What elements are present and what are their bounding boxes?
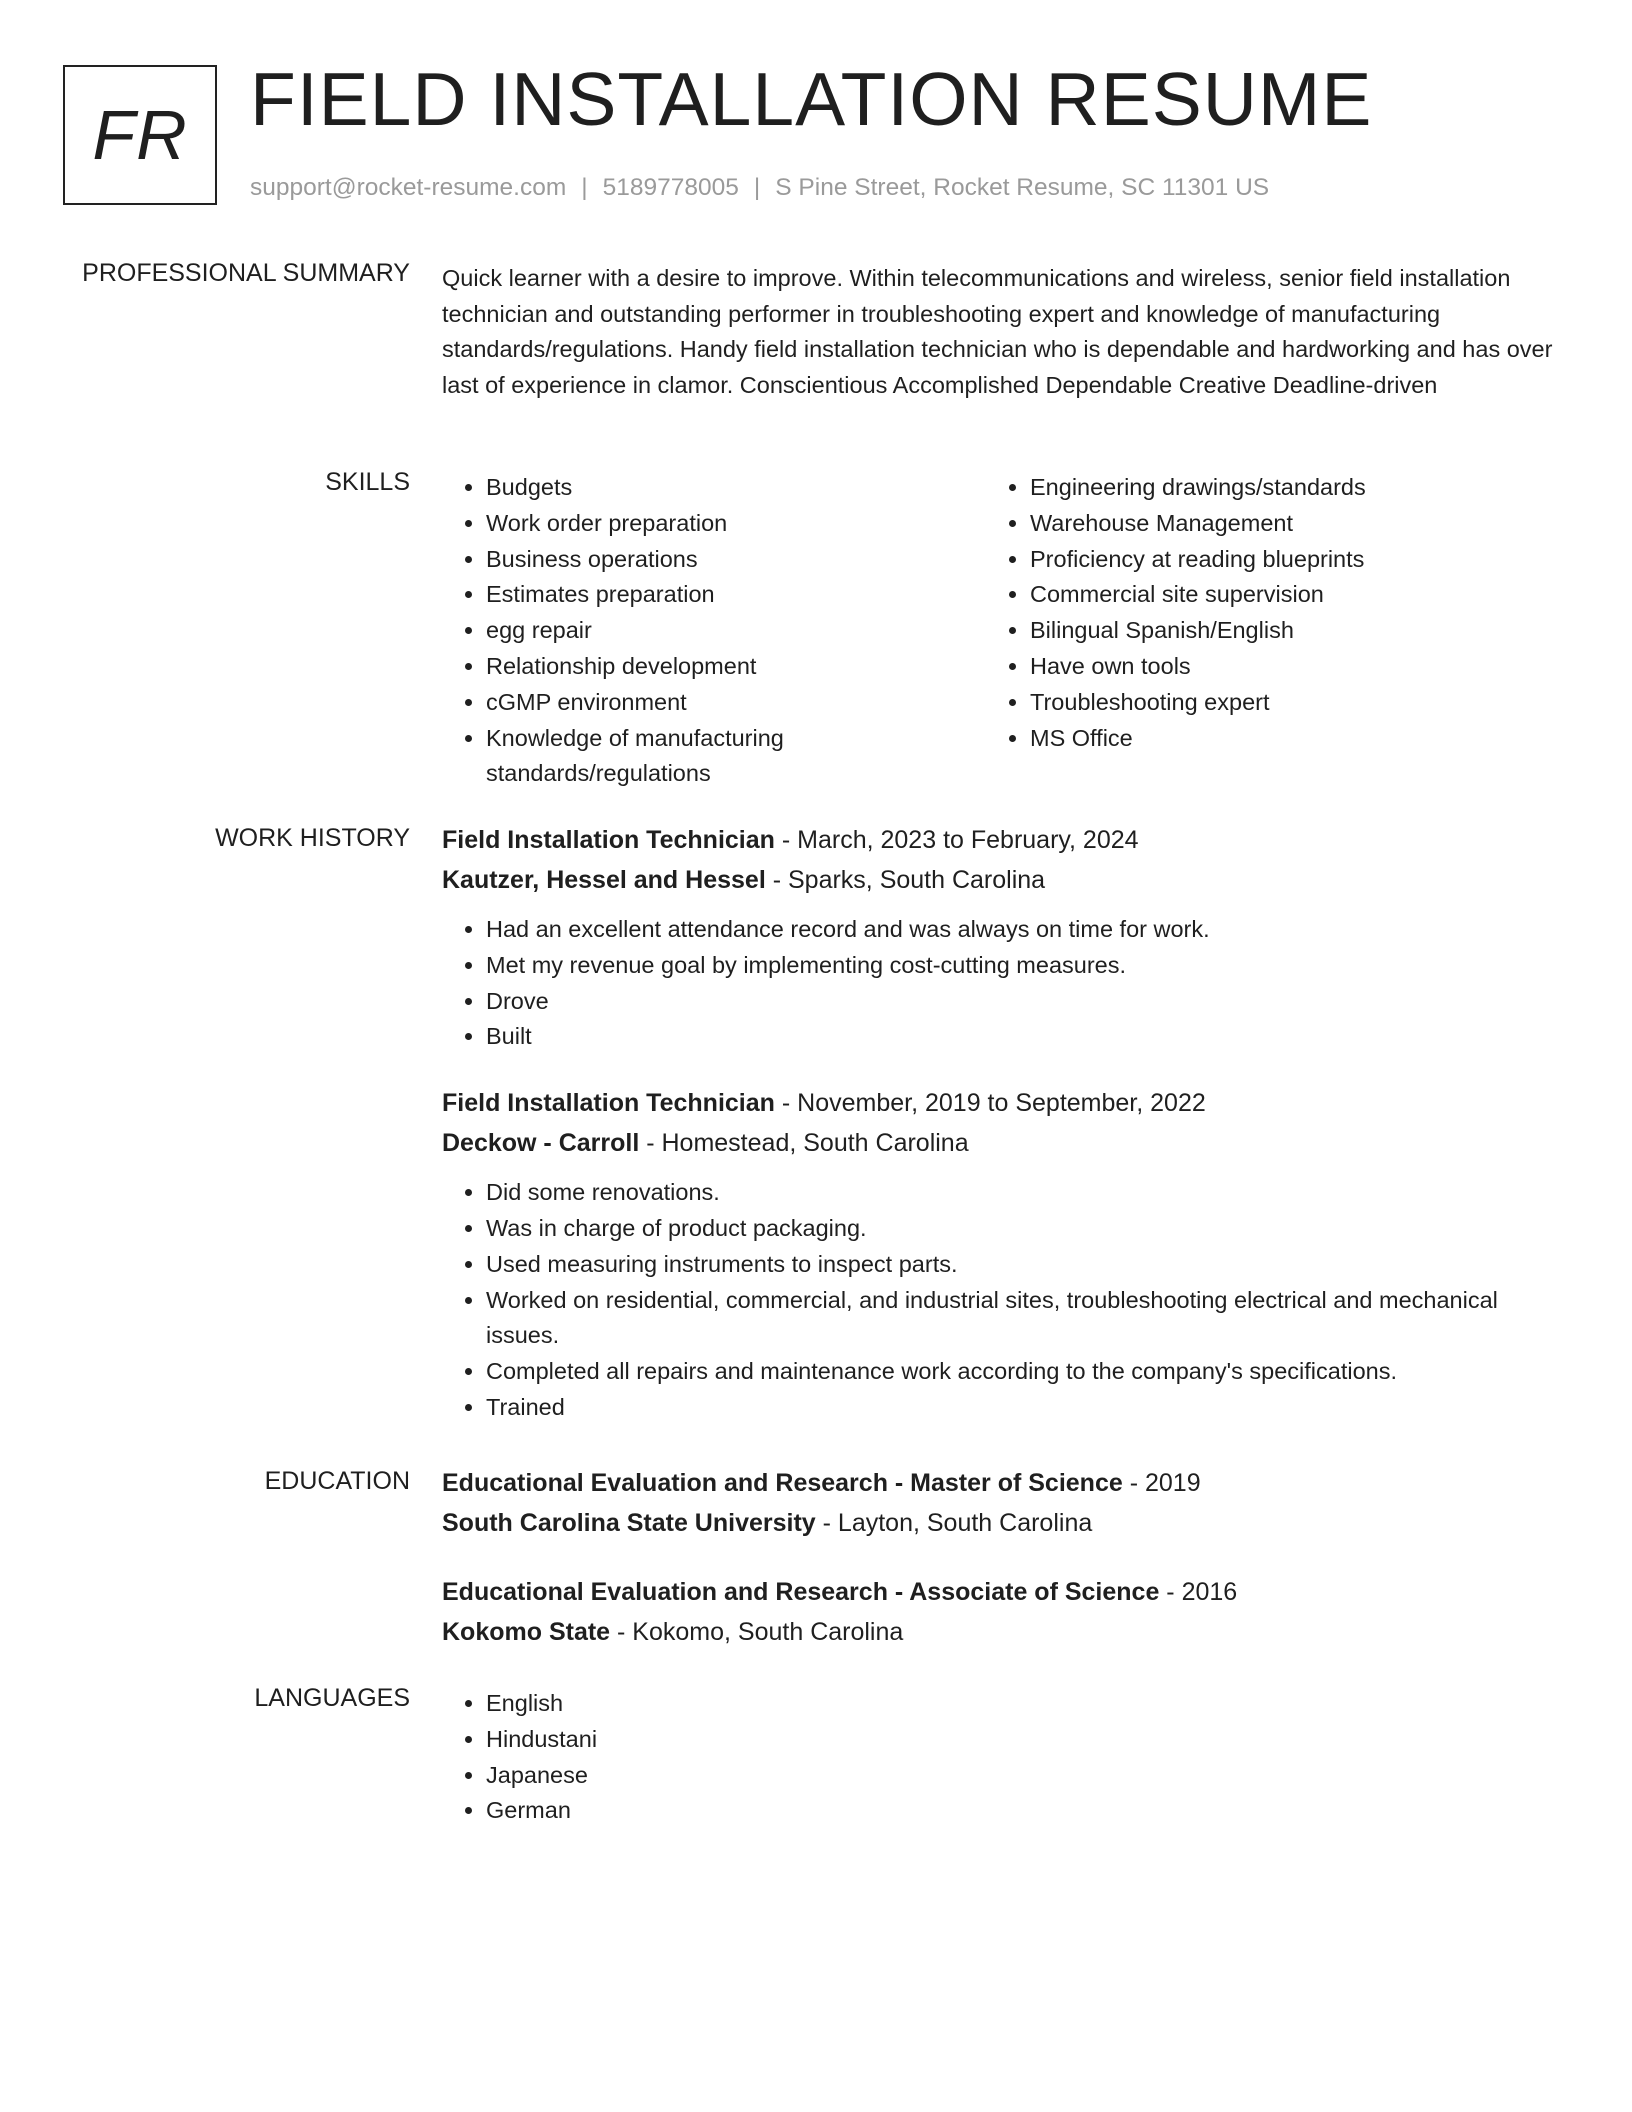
skills-column-right [986, 470, 1530, 792]
education-body [442, 1469, 1557, 1652]
contact-line [250, 174, 1269, 202]
education-degree-line [442, 1572, 1557, 1612]
skill-item: • Bilingual Spanish/English [1030, 613, 1530, 649]
skill-item: • cGMP environment [486, 685, 906, 721]
education-location: - Kokomo, South Carolina [610, 1618, 904, 1646]
job-bullet: • Used measuring instruments to inspect parts. [486, 1247, 1557, 1283]
job-bullet: • Worked on residential, commercial, and industrial sites, troubleshooting electrical and mechanical issues. [486, 1283, 1557, 1355]
skill-item: • Budgets [486, 470, 906, 506]
skill-item: • Troubleshooting expert [1030, 685, 1530, 721]
skill-item: • Relationship development [486, 649, 906, 685]
language-item: • English [486, 1686, 1557, 1722]
education-school-line [442, 1612, 1557, 1652]
language-item: • Hindustani [486, 1722, 1557, 1758]
skill-item: • Commercial site supervision [1030, 577, 1530, 613]
job-title: Field Installation Technician [442, 826, 775, 854]
work-history-body [442, 826, 1557, 1426]
contact-phone: 5189778005 [602, 174, 739, 201]
job-bullet: • Drove [486, 984, 1557, 1020]
resume-title: FIELD INSTALLATION RESUME [250, 57, 1373, 141]
job-title-line [442, 820, 1557, 860]
skill-item: • Warehouse Management [1030, 506, 1530, 542]
summary-text: Quick learner with a desire to improve. Within telecommunications and wireless, senior field installation technician and outstanding performer in troubleshooting expert and knowledge of manufacturing standards/regulations. Handy field installation technician who is dependable and hardworking and has over last of experience in clamor. Conscientious Accomplished Dependable Creative Deadline-driven [442, 265, 1553, 398]
job-location: - Homestead, South Carolina [639, 1129, 969, 1158]
education-degree: Educational Evaluation and Research - Associate of Science [442, 1578, 1160, 1606]
contact-address: S Pine Street, Rocket Resume, SC 11301 US [775, 174, 1270, 201]
skill-item: • Knowledge of manufacturing standards/regulations [486, 721, 906, 793]
education-location: - Layton, South Carolina [815, 1509, 1093, 1537]
skill-item: • Estimates preparation [486, 577, 906, 613]
job-bullet: • Trained [486, 1390, 1557, 1426]
language-item: • Japanese [486, 1758, 1557, 1794]
skill-item: • Work order preparation [486, 506, 906, 542]
skills-list-left [442, 470, 906, 792]
skill-item: • egg repair [486, 613, 906, 649]
education-school: South Carolina State University [442, 1509, 816, 1537]
job-dates: - November, 2019 to September, 2022 [774, 1089, 1206, 1118]
section-label-work-history: WORK HISTORY [215, 824, 410, 852]
skill-item: • Proficiency at reading blueprints [1030, 542, 1530, 578]
job-title-line [442, 1083, 1557, 1123]
job-bullet: • Did some renovations. [486, 1175, 1557, 1211]
education-entry [442, 1572, 1557, 1652]
skill-item: • Have own tools [1030, 649, 1530, 685]
education-entry [442, 1463, 1557, 1543]
skill-item: • MS Office [1030, 721, 1530, 757]
job-entry [442, 1083, 1557, 1426]
job-bullet: • Completed all repairs and maintenance work according to the company's specifications. [486, 1354, 1557, 1390]
contact-email: support@rocket-resume.com [250, 174, 567, 201]
language-item: • German [486, 1793, 1557, 1829]
education-degree: Educational Evaluation and Research - Master of Science [442, 1469, 1123, 1497]
education-school-line [442, 1503, 1557, 1543]
skills-list-right [986, 470, 1530, 756]
monogram: FR [63, 65, 217, 205]
languages-body [442, 1686, 1557, 1829]
skills-column-left [442, 470, 986, 792]
education-school: Kokomo State [442, 1618, 611, 1646]
job-company-line [442, 860, 1557, 900]
section-label-summary: PROFESSIONAL SUMMARY [82, 259, 410, 287]
education-degree-line [442, 1463, 1557, 1503]
job-bullet: • Built [486, 1019, 1557, 1055]
contact-separator: | [753, 174, 761, 201]
summary-body [442, 261, 1557, 403]
job-location: - Sparks, South Carolina [765, 866, 1046, 894]
job-bullets [442, 912, 1557, 1055]
job-bullet: • Was in charge of product packaging. [486, 1211, 1557, 1247]
job-company: Kautzer, Hessel and Hessel [442, 866, 766, 894]
skill-item: • Engineering drawings/standards [1030, 470, 1530, 506]
job-entry [442, 820, 1557, 1055]
section-label-languages: LANGUAGES [254, 1684, 410, 1712]
skills-body [442, 470, 1557, 792]
section-label-education: EDUCATION [264, 1467, 410, 1495]
job-company: Deckow - Carroll [442, 1129, 640, 1158]
languages-list [442, 1686, 1557, 1829]
education-year: - 2019 [1122, 1469, 1201, 1497]
job-bullet: • Had an excellent attendance record and was always on time for work. [486, 912, 1557, 948]
skill-item: • Business operations [486, 542, 906, 578]
job-bullet: • Met my revenue goal by implementing cost-cutting measures. [486, 948, 1557, 984]
education-year: - 2016 [1159, 1578, 1238, 1606]
contact-separator: | [581, 174, 588, 201]
job-bullets [442, 1175, 1557, 1426]
job-dates: - March, 2023 to February, 2024 [774, 826, 1139, 854]
section-label-skills: SKILLS [325, 468, 410, 496]
job-title: Field Installation Technician [442, 1089, 775, 1118]
job-company-line [442, 1123, 1557, 1163]
